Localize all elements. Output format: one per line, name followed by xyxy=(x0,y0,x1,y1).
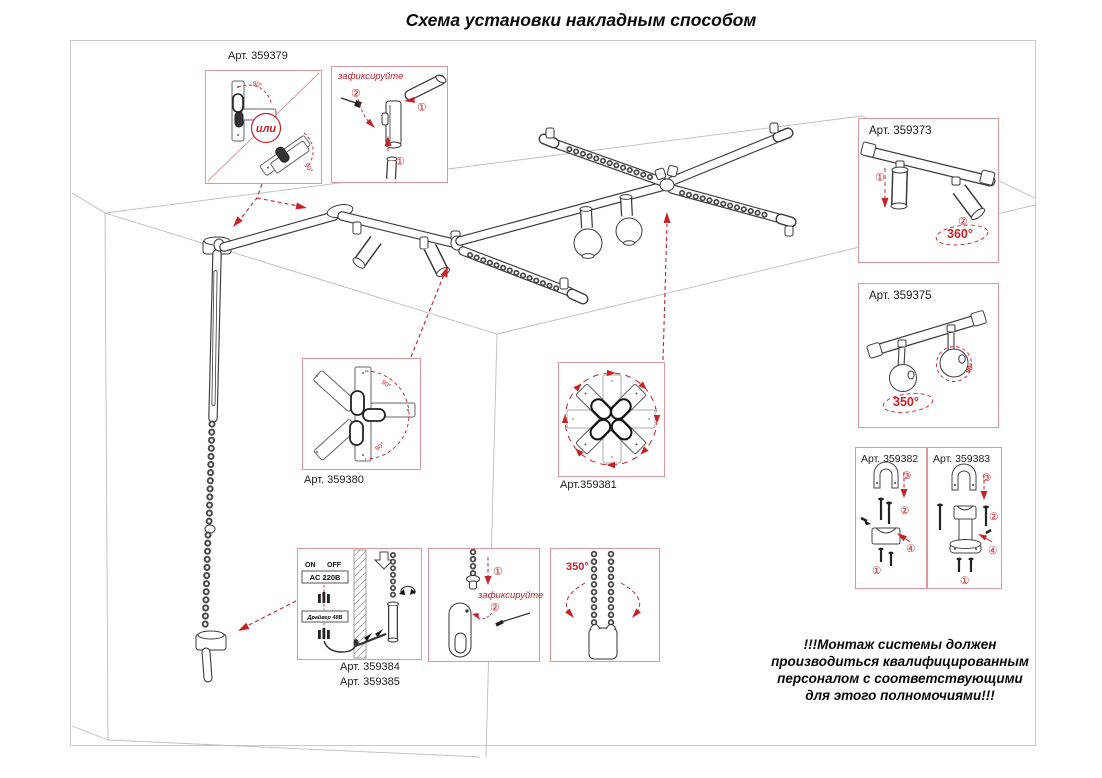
label-art359383: Арт. 359383 xyxy=(933,453,991,465)
switch-on-label: ON xyxy=(305,562,316,569)
step-label: ① xyxy=(872,565,882,577)
callout-art359384 xyxy=(297,548,422,660)
fix-bottom-drawing xyxy=(429,549,539,661)
step-label: ② xyxy=(351,88,361,100)
driver-label: Драйвер 48В xyxy=(307,615,343,621)
step-label: ③ xyxy=(902,470,912,482)
page-title: Схема установки накладным способом xyxy=(405,10,757,30)
label-art359373: Арт. 359373 xyxy=(869,125,932,137)
warning-line-2: производиться квалифицированным xyxy=(771,654,1029,669)
step-label: ① xyxy=(960,575,970,587)
label-art359379: Арт. 359379 xyxy=(228,50,288,62)
fix-caption: зафиксируйте xyxy=(338,71,404,82)
art359383-drawing xyxy=(928,448,1001,588)
step-label: ① xyxy=(875,172,885,184)
art359379-drawing xyxy=(206,71,321,183)
or-label: или xyxy=(255,123,277,135)
art359382-drawing xyxy=(856,448,926,588)
callout-art359373 xyxy=(858,118,999,263)
step-label: ③ xyxy=(982,472,992,484)
angle-350: 350° xyxy=(893,395,919,409)
callout-fix-bottom xyxy=(428,548,544,662)
step-label: ① xyxy=(493,566,503,578)
art359384-drawing xyxy=(298,549,421,659)
angle-label: 90° xyxy=(964,362,977,376)
warning-line-1: !!!Монтаж системы должен xyxy=(803,637,997,652)
warning-line-4: для этого полномочиями!!! xyxy=(805,688,995,703)
step-label: ② xyxy=(490,602,500,614)
label-art359384-385 xyxy=(340,660,400,689)
art359381-drawing xyxy=(559,363,664,476)
callout-art359381 xyxy=(558,362,665,477)
step-label: ② xyxy=(989,511,999,523)
power-label: AC 220В xyxy=(309,573,341,582)
angle-350: 350° xyxy=(566,561,589,573)
fix-caption: зафиксируйте xyxy=(478,590,544,601)
art359373-drawing xyxy=(859,119,998,262)
step-label: ① xyxy=(417,102,427,114)
callout-rotate350 xyxy=(550,548,660,662)
label-art359384-line: Арт. 359384 xyxy=(340,661,400,673)
label-art359382: Арт. 359382 xyxy=(861,453,919,465)
fix-top-drawing xyxy=(332,67,447,182)
step-label: ④ xyxy=(906,543,916,555)
step-label: ④ xyxy=(988,545,998,557)
warning-text xyxy=(766,636,1034,704)
step-label: ② xyxy=(900,505,910,517)
label-art359381: Арт.359381 xyxy=(560,479,617,491)
step-label: ② xyxy=(958,216,968,228)
angle-label: 90° xyxy=(379,378,392,391)
callout-art359382 xyxy=(855,447,927,589)
art359375-drawing xyxy=(859,284,998,427)
callout-art359380 xyxy=(302,358,421,470)
callout-art359383 xyxy=(927,447,1002,589)
switch-off-label: OFF xyxy=(327,562,341,569)
art359380-drawing xyxy=(303,359,420,469)
label-art359375: Арт. 359375 xyxy=(869,290,932,302)
angle-label: 90° xyxy=(374,441,387,453)
angle-360: 360° xyxy=(947,227,973,241)
callout-art359379 xyxy=(205,70,322,184)
angle-label: 90° xyxy=(302,162,314,175)
angle-label: 90° xyxy=(251,80,263,90)
warning-line-3: персоналом с соответствующими xyxy=(777,671,1023,686)
callout-art359375 xyxy=(858,283,999,428)
label-art359380: Арт. 359380 xyxy=(304,474,364,486)
callout-fix-top xyxy=(331,66,448,183)
label-art359385-line: Арт. 359385 xyxy=(340,675,400,688)
step-label: ① xyxy=(395,156,405,168)
